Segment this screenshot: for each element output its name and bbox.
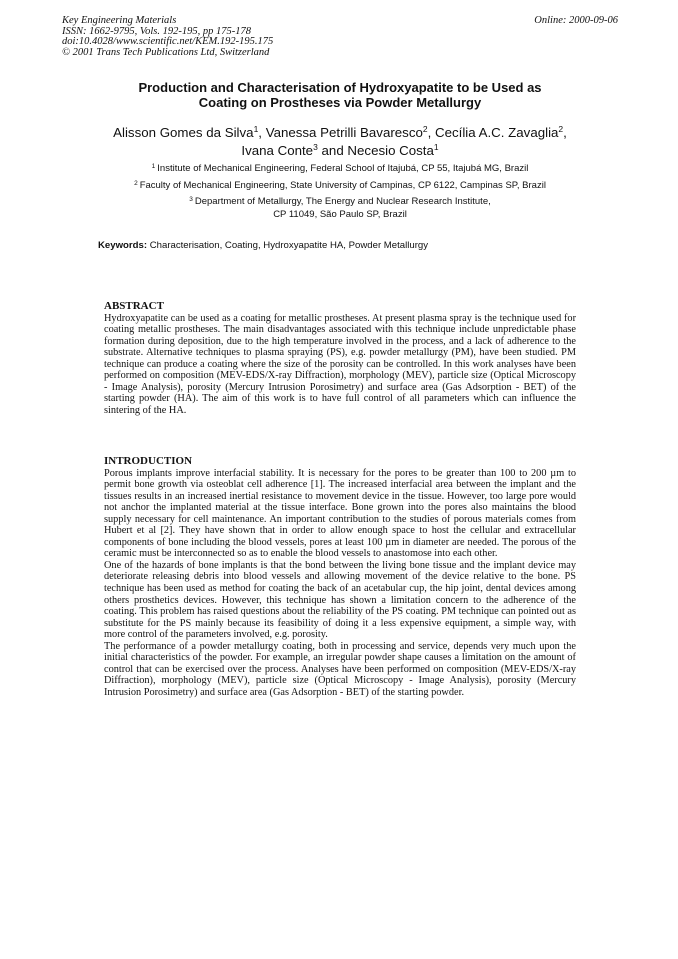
introduction-paragraph: Porous implants improve interfacial stability. It is necessary for the pores to be greater than 100 to 200 µm to permit bone growth via osteoblat cell adherence [1]. The increased interfacial area between the implant and the tissues results in an increased inertial resistance to movement device in the tissue. However, too large pore would not anchor the implanted material at the tissue interface. Bone grown into the pores also maintains the blood supply necessary for cell maintenance. An important contribution to the studies of porous materials comes from Hubert et al [2]. They have shown that in order to allow enough space to host the cellular and extracellular components of bone including the blood vessels, pores at least 100 µm in diameter are needed. The porous of the ceramic must be interconnected so as to enable the blood vessels to anastomose into each other.	[104, 467, 576, 560]
author-list	[62, 124, 618, 160]
doi-line: doi:10.4028/www.scientific.net/KEM.192-195.175	[62, 36, 274, 48]
introduction-paragraph: The performance of a powder metallurgy coating, both in processing and service, depends very much upon the initial characteristics of the powder. For example, an irregular powder shape causes a limitation on the amount of control that can be exercised over the process. Analyses have been performed on composition (MEV-EDS/X-ray Diffraction), morphology (MEV), particle size (Optical Microscopy - Image Analysis), porosity (Mercury Intrusion Porosimetry) and surface area (Gas Adsorption - BET) of the starting powder.	[104, 640, 576, 698]
affiliation-2	[62, 180, 618, 193]
abstract-section	[104, 301, 576, 416]
title-line-2: Coating on Prostheses via Powder Metallurgy	[198, 95, 482, 110]
author-affiliation-mark: 2	[422, 124, 428, 134]
journal-name: Key Engineering Materials	[62, 15, 177, 26]
author-name: Necesio Costa	[347, 143, 434, 158]
affiliation-number: 1	[151, 162, 156, 170]
author-affiliation-mark: 3	[313, 142, 318, 152]
affiliation-text: Faculty of Mechanical Engineering, State University of Campinas, CP 6122, Campinas SP, Brazil	[139, 180, 546, 191]
introduction-heading: INTRODUCTION	[104, 455, 193, 467]
affiliation-number: 3	[189, 195, 193, 203]
author-name: Vanessa Petrilli Bavaresco	[265, 125, 423, 140]
affiliation-1	[62, 163, 618, 176]
author-row-2	[62, 142, 618, 160]
journal-header	[62, 16, 618, 58]
introduction-paragraph: One of the hazards of bone implants is that the bond between the living bone tissue and the implant device may deteriorate releasing debris into blood vessels and allowing movement of the device relative to the bone. PS technique has been used as method for coating the back of an acetabular cup, the hip joint, dental devices among others prosthetics devices. However, this technique has shown a limitation concern to the adherence of the coating. This problem has raised questions about the reliability of the PS coating. PM technique can pointed out as substitute for the PS mainly because its feasibility of doing it a less expensive equipment, a simple way, with more control of the parameters involved, e.g. porosity.	[104, 559, 576, 641]
title-line-1: Production and Characterisation of Hydroxyapatite to be Used as	[138, 80, 542, 95]
online-date: Online: 2000-09-06	[534, 15, 618, 26]
author-affiliation-mark: 2	[558, 124, 564, 134]
keywords-label: Keywords:	[98, 240, 148, 251]
affiliation-number: 2	[134, 179, 138, 187]
author-name: Cecília A.C. Zavaglia	[435, 125, 559, 140]
affiliation-text-cont: CP 11049, São Paulo SP, Brazil	[273, 208, 407, 220]
issn-line: ISSN: 1662-9795, Vols. 192-195, pp 175-178	[62, 25, 251, 37]
author-affiliation-mark: 1	[253, 124, 259, 134]
affiliation-row	[62, 196, 618, 209]
author-name: Alisson Gomes da Silva	[113, 125, 254, 140]
copyright-line: © 2001 Trans Tech Publications Ltd, Switzerland	[62, 46, 270, 58]
keywords	[98, 240, 428, 251]
abstract-text: Hydroxyapatite can be used as a coating for metallic prostheses. At present plasma spray is the technique used for coating metallic prostheses. The main disadvantages associated with this technique include unpredictable phase formation during deposition, due to the high temperature involved in the process, and a lack of adherence to the substrate. Alternative techniques to plasma spraying (PS), e.g. powder metallurgy (PM), have been studied. PM technique can produce a coating where the size of the porosity can be controlled. In this work analyses have been performed on composition (MEV-EDS/X-ray Diffraction), morphology (MEV), particle size (Optical Microscopy - Image Analysis), porosity (Mercury Intrusion Porosimetry) and surface area (Gas Adsorption - BET) of the starting powder (HA). The aim of this work is to have full control of all parameters which can influence the sintering of the HA.	[104, 312, 576, 416]
author-connector: and	[321, 143, 344, 158]
author-row-1: Alisson Gomes da Silva$^1$, Vanessa Petrilli Bavaresco$^2$, Cecília A.C. Zavaglia$^2$,	[113, 124, 567, 140]
introduction-section	[104, 456, 576, 698]
author-name: Ivana Conte	[241, 143, 314, 158]
abstract-heading: ABSTRACT	[104, 300, 164, 312]
author-affiliation-mark: 1	[433, 142, 439, 152]
affiliation-text: Department of Metallurgy, The Energy and Nuclear Research Institute,	[194, 196, 491, 207]
affiliation-text: Institute of Mechanical Engineering, Federal School of Itajubá, CP 55, Itajubá MG, Brazil	[157, 163, 529, 174]
paper-title	[62, 80, 618, 110]
keywords-text: Characterisation, Coating, Hydroxyapatite HA, Powder Metallurgy	[149, 240, 429, 251]
affiliation-3	[62, 196, 618, 221]
